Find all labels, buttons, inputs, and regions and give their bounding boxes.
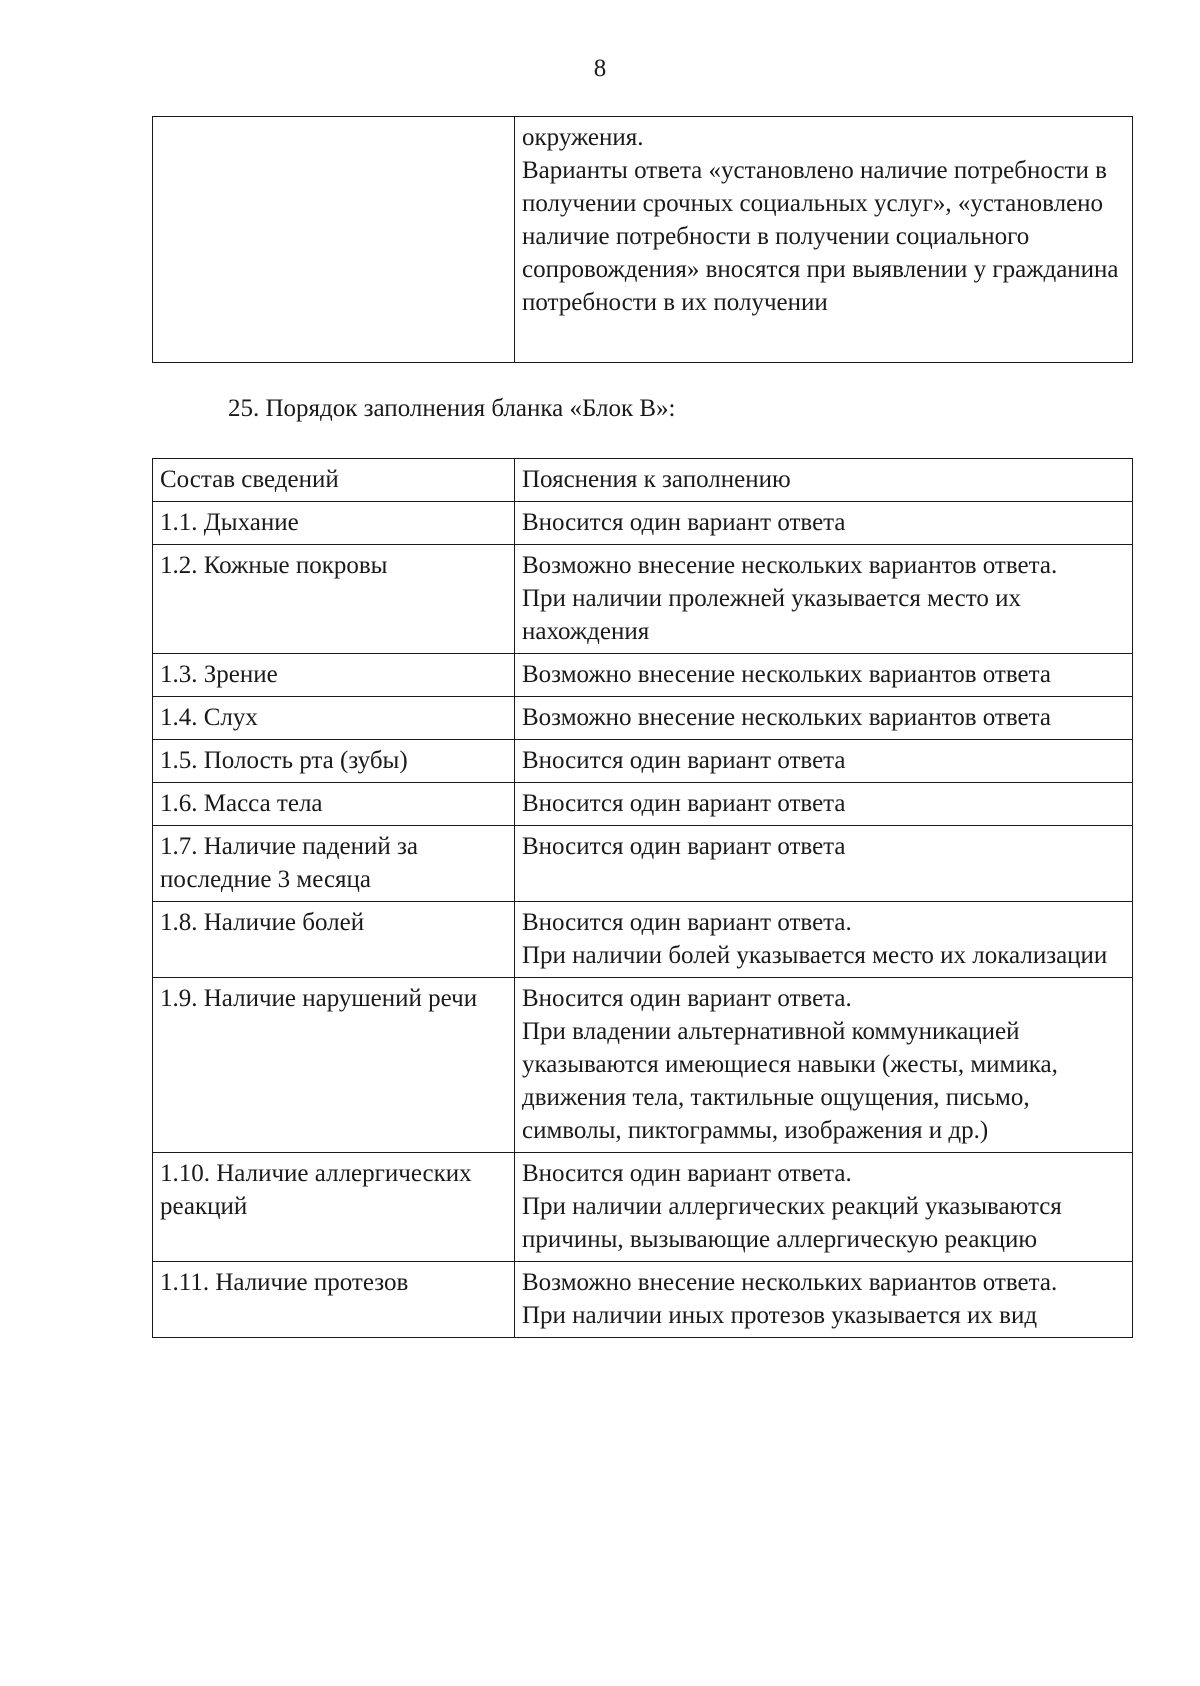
table-row bbox=[153, 1262, 1133, 1338]
table-row bbox=[153, 740, 1133, 783]
cell-explanation: Вносится один вариант ответа. При владении альтернативной коммуникацией указываются имеющиеся навыки (жесты, мимика, движения тела, тактильные ощущения, письмо, символы, пиктограммы, изображения и др.) bbox=[515, 978, 1133, 1153]
cell-composition: 1.10. Наличие аллергических реакций bbox=[153, 1153, 515, 1262]
cell-explanation: Вносится один вариант ответа bbox=[515, 826, 1133, 902]
table-row bbox=[153, 978, 1133, 1153]
table-row bbox=[153, 654, 1133, 697]
cell-explanation: Вносится один вариант ответа bbox=[515, 740, 1133, 783]
header-cell-explanation: Пояснения к заполнению bbox=[515, 459, 1133, 502]
table-row bbox=[153, 697, 1133, 740]
cell-composition: 1.3. Зрение bbox=[153, 654, 515, 697]
cell-composition: 1.4. Слух bbox=[153, 697, 515, 740]
cell-composition: 1.2. Кожные покровы bbox=[153, 545, 515, 654]
table-row bbox=[153, 1153, 1133, 1262]
block-v-table bbox=[152, 458, 1133, 1338]
table-row bbox=[153, 826, 1133, 902]
cell-explanation: Вносится один вариант ответа. При наличии болей указывается место их локализации bbox=[515, 902, 1133, 978]
continuation-table bbox=[152, 116, 1133, 363]
cell-composition: 1.6. Масса тела bbox=[153, 783, 515, 826]
table-row bbox=[153, 783, 1133, 826]
cell-composition: 1.1. Дыхание bbox=[153, 502, 515, 545]
cell-explanation: окружения. Варианты ответа «установлено наличие потребности в получении срочных социальных услуг», «установлено наличие потребности в получении социального сопровождения» вносятся при выявлении у гражданина потребности в их получении bbox=[515, 117, 1133, 363]
cell-explanation: Возможно внесение нескольких вариантов ответа. При наличии иных протезов указывается их вид bbox=[515, 1262, 1133, 1338]
section-heading: 25. Порядок заполнения бланка «Блок В»: bbox=[228, 395, 676, 422]
cell-composition: 1.8. Наличие болей bbox=[153, 902, 515, 978]
cell-explanation: Вносится один вариант ответа bbox=[515, 783, 1133, 826]
table-header-row bbox=[153, 459, 1133, 502]
table-row bbox=[153, 502, 1133, 545]
cell-explanation: Возможно внесение нескольких вариантов ответа bbox=[515, 654, 1133, 697]
cell-composition: 1.9. Наличие нарушений речи bbox=[153, 978, 515, 1153]
table-row bbox=[153, 902, 1133, 978]
cell-composition bbox=[153, 117, 515, 363]
cell-explanation: Вносится один вариант ответа. При наличии аллергических реакций указываются причины, вызывающие аллергическую реакцию bbox=[515, 1153, 1133, 1262]
cell-explanation: Вносится один вариант ответа bbox=[515, 502, 1133, 545]
page-number: 8 bbox=[593, 55, 607, 82]
cell-composition: 1.11. Наличие протезов bbox=[153, 1262, 515, 1338]
cell-composition: 1.5. Полость рта (зубы) bbox=[153, 740, 515, 783]
cell-composition: 1.7. Наличие падений за последние 3 месяца bbox=[153, 826, 515, 902]
table-row bbox=[153, 117, 1133, 363]
header-cell-composition: Состав сведений bbox=[153, 459, 515, 502]
table-row bbox=[153, 545, 1133, 654]
cell-explanation: Возможно внесение нескольких вариантов ответа. При наличии пролежней указывается место их нахождения bbox=[515, 545, 1133, 654]
cell-explanation: Возможно внесение нескольких вариантов ответа bbox=[515, 697, 1133, 740]
